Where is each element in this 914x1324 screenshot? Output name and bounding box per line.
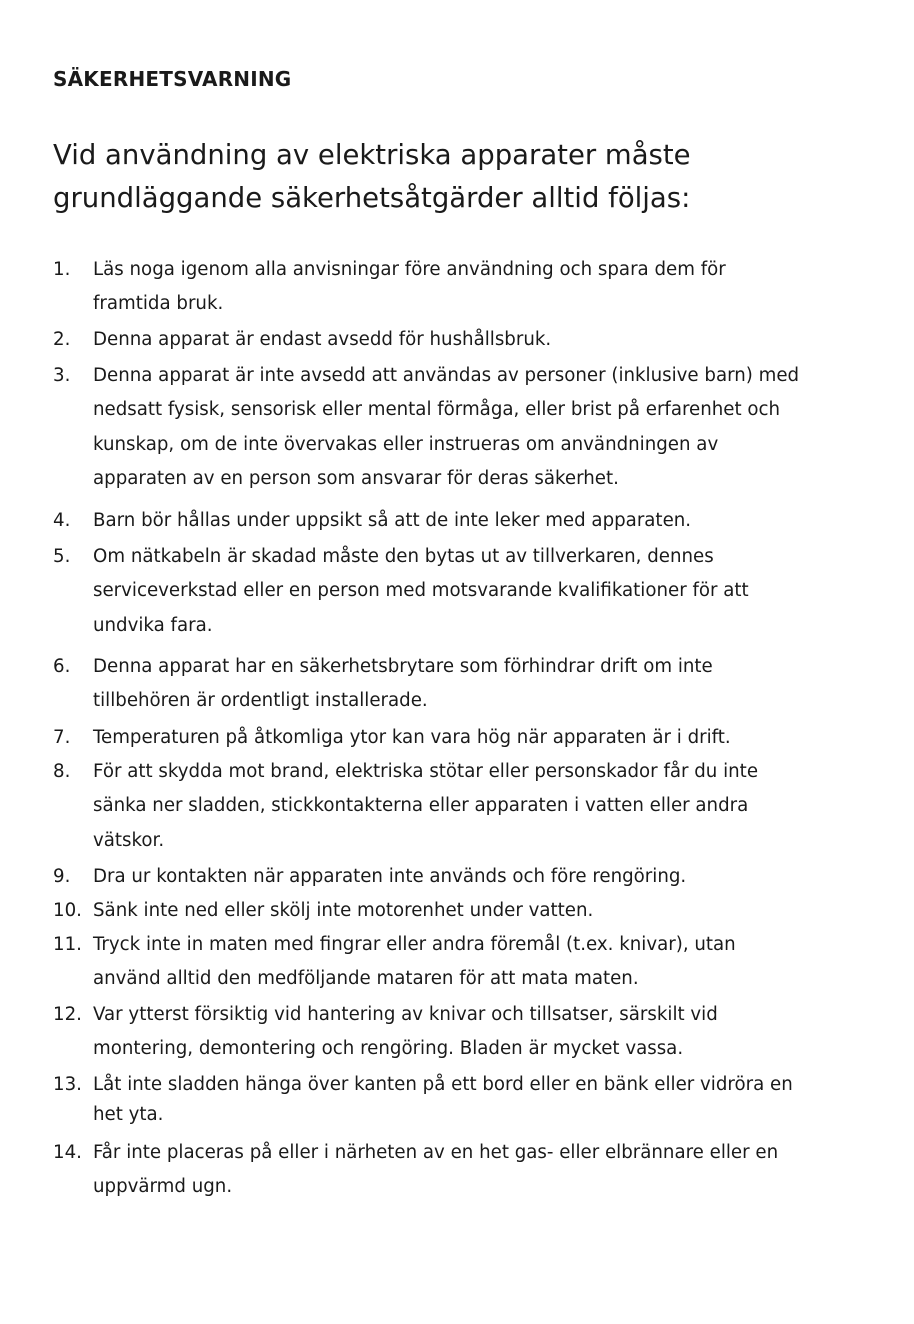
list-item-text <box>93 721 873 755</box>
list-item-text <box>93 650 873 719</box>
list-item-text <box>93 540 873 643</box>
list-item-number: 3. <box>53 365 71 386</box>
list-item-number: 7. <box>53 727 71 748</box>
list-item-text <box>93 323 873 357</box>
intro-paragraph <box>53 134 873 220</box>
list-item-line: Var ytterst försiktig vid hantering av knivar och tillsatser, särskilt vid <box>93 1004 718 1025</box>
list-item-line: Får inte placeras på eller i närheten av en het gas- eller elbrännare eller en <box>93 1142 779 1163</box>
intro-line: grundläggande säkerhetsåtgärder alltid följas: <box>53 182 691 214</box>
list-item-line: använd alltid den medföljande mataren för att mata maten. <box>93 968 639 990</box>
list-item-line: nedsatt fysisk, sensorisk eller mental förmåga, eller brist på erfarenhet och <box>93 399 781 421</box>
list-item-text <box>93 1068 873 1133</box>
list-item-line: Tryck inte in maten med fingrar eller andra föremål (t.ex. knivar), utan <box>93 934 736 955</box>
list-item-line: Temperaturen på åtkomliga ytor kan vara hög när apparaten är i drift. <box>93 727 731 748</box>
list-item-line: tillbehören är ordentligt installerade. <box>93 690 428 712</box>
list-item-line: För att skydda mot brand, elektriska stötar eller personskador får du inte <box>93 761 759 782</box>
list-item-number: 13. <box>53 1074 82 1095</box>
list-item-line: kunskap, om de inte övervakas eller instrueras om användningen av <box>93 433 719 455</box>
list-item-number: 9. <box>53 866 71 887</box>
list-item-line: uppvärmd ugn. <box>93 1176 233 1198</box>
list-item-line: sänka ner sladden, stickkontakterna eller apparaten i vatten eller andra <box>93 795 749 817</box>
list-item-text <box>93 860 873 894</box>
list-item-number: 6. <box>53 656 71 677</box>
list-item-text <box>93 253 873 322</box>
list-item-line: het yta. <box>93 1104 164 1126</box>
list-item-text <box>93 359 873 496</box>
list-item-line: serviceverkstad eller en person med motsvarande kvalifikationer för att <box>93 580 749 602</box>
list-item-number: 5. <box>53 546 71 567</box>
list-item-line: montering, demontering och rengöring. Bladen är mycket vassa. <box>93 1038 684 1060</box>
list-item-number: 14. <box>53 1142 82 1163</box>
list-item-line: vätskor. <box>93 829 165 851</box>
list-item-number: 10. <box>53 900 82 921</box>
list-item-line: Läs noga igenom alla anvisningar före användning och spara dem för <box>93 259 726 280</box>
list-item-line: Om nätkabeln är skadad måste den bytas ut av tillverkaren, dennes <box>93 546 714 567</box>
list-item-number: 1. <box>53 259 71 280</box>
list-item-text <box>93 504 873 538</box>
list-item-line: Denna apparat har en säkerhetsbrytare som förhindrar drift om inte <box>93 656 713 677</box>
list-item-line: apparaten av en person som ansvarar för deras säkerhet. <box>93 467 619 489</box>
list-item-line: undvika fara. <box>93 614 213 636</box>
list-item-line: Dra ur kontakten när apparaten inte används och före rengöring. <box>93 866 687 887</box>
list-item-line: Låt inte sladden hänga över kanten på ett bord eller en bänk eller vidröra en <box>93 1074 793 1095</box>
list-item-text <box>93 755 873 858</box>
list-item-number: 11. <box>53 934 82 955</box>
safety-warning-heading: SÄKERHETSVARNING <box>53 67 292 91</box>
list-item-text <box>93 1136 873 1205</box>
intro-line: Vid användning av elektriska apparater måste <box>53 139 691 171</box>
list-item-line: Denna apparat är endast avsedd för hushållsbruk. <box>93 329 552 350</box>
list-item-line: Sänk inte ned eller skölj inte motorenhet under vatten. <box>93 900 594 921</box>
list-item-text <box>93 894 873 928</box>
list-item-line: Barn bör hållas under uppsikt så att de inte leker med apparaten. <box>93 510 692 531</box>
list-item-line: framtida bruk. <box>93 293 224 315</box>
list-item-number: 8. <box>53 761 71 782</box>
list-item-number: 4. <box>53 510 71 531</box>
list-item-text <box>93 998 873 1067</box>
list-item-text <box>93 928 873 997</box>
list-item-number: 12. <box>53 1004 82 1025</box>
list-item-number: 2. <box>53 329 71 350</box>
list-item-line: Denna apparat är inte avsedd att användas av personer (inklusive barn) med <box>93 365 800 386</box>
